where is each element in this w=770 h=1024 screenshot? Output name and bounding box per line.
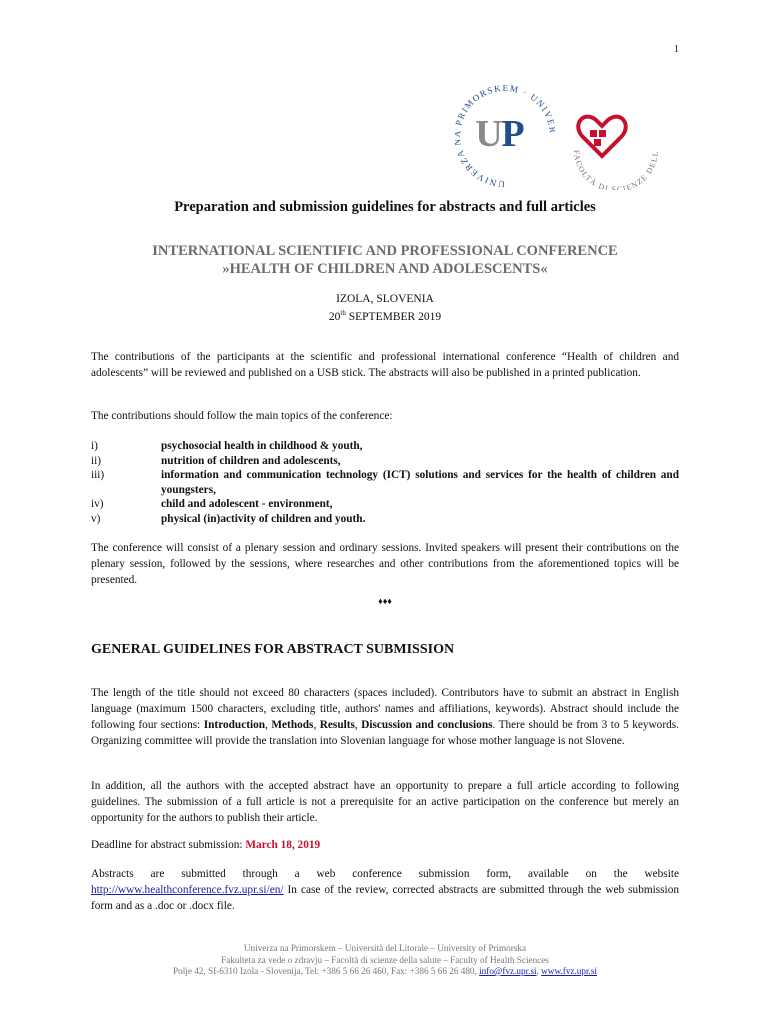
- intro-paragraph: The contributions of the participants at the scientific and professional international conference “Health of children and adolescents” will be reviewed and published on a USB stick. The abstracts will also be published in a printed publication.: [91, 351, 679, 379]
- conference-line-2: »HEALTH OF CHILDREN AND ADOLESCENTS«: [222, 261, 548, 277]
- conference-line-1: INTERNATIONAL SCIENTIFIC AND PROFESSIONAL CONFERENCE: [152, 243, 618, 259]
- page-number: 1: [674, 44, 679, 55]
- deadline-line: Deadline for abstract submission: March 18, 2019: [91, 839, 321, 851]
- list-item: iv) child and adolescent - environment,: [91, 498, 333, 510]
- university-logo: [455, 76, 555, 191]
- conference-title: [0, 242, 770, 278]
- deadline-date: March 18, 2019: [245, 839, 321, 851]
- abstract-rules-paragraph: The length of the title should not exceed 80 characters (spaces included). Contributors have to submit an abstract in English language (maximum 1500 characters, excluding title, authors' names and affiliations, keywords). Abstract should include the following four sections: Introduction, Methods, Results, Discussion and conclusions. There should be from 3 to 5 keywords. Organizing committee will provide the translation into Slovenian language for whose mother language is not Slovene.: [91, 687, 679, 747]
- conference-location: IZOLA, SLOVENIA: [336, 293, 434, 305]
- list-item: v) physical (in)activity of children and youth.: [91, 512, 366, 525]
- page-footer: [0, 943, 770, 978]
- full-article-paragraph: In addition, all the authors with the accepted abstract have an opportunity to prepare a full article according to following guidelines. The submission of a full article is not a prerequisite for an active participation on the conference but merely an opportunity for the authors to publish their article.: [91, 780, 679, 824]
- up-letter-p: P: [501, 113, 525, 155]
- section-separator: ♦♦♦: [378, 596, 392, 606]
- email-link[interactable]: info@fvz.upr.si: [479, 966, 537, 976]
- website-link[interactable]: www.fvz.upr.si: [541, 966, 597, 976]
- list-item: i) psychosocial health in childhood & youth,: [91, 440, 363, 452]
- submission-paragraph: Abstracts are submitted through a web conference submission form, available on the website http://www.healthconference.fvz.upr.si/en/ In case of the review, corrected abstracts are submitted through the web submission form and as a .doc or .docx file.: [91, 868, 679, 912]
- faculty-ring-text: FACOLTÀ DI SCIENZE DELL: [571, 149, 661, 190]
- footer-line-3: Polje 42, SI-6310 Izola - Slovenija, Tel: +386 5 66 26 460, Fax: +386 5 66 26 480, info@fvz.upr.si, www.fvz.upr.si: [173, 966, 597, 976]
- topics-intro: The contributions should follow the main topics of the conference:: [91, 410, 393, 422]
- topics-list: [91, 439, 679, 526]
- up-letter-u: U: [475, 113, 503, 155]
- conference-website-link[interactable]: http://www.healthconference.fvz.upr.si/en/: [91, 884, 284, 896]
- document-title: Preparation and submission guidelines for abstracts and full articles: [174, 199, 596, 215]
- footer-line-2: Fakulteta za vede o zdravju – Facoltà di scienze della salute – Faculty of Health Sciences: [221, 954, 549, 965]
- sessions-paragraph: The conference will consist of a plenary session and ordinary sessions. Invited speakers will present their contributions on the plenary session, followed by the sessions, where researches and other contributions from the aforementioned topics will be presented.: [91, 542, 679, 586]
- conference-place-date: [0, 292, 770, 324]
- faculty-logo: [566, 80, 666, 190]
- list-item: iii) information and communication technology (ICT) solutions and services for the health of children and youngsters,: [91, 469, 679, 496]
- conference-date: 20th SEPTEMBER 2019: [328, 309, 442, 323]
- list-item: ii) nutrition of children and adolescents,: [91, 454, 341, 467]
- section-heading: GENERAL GUIDELINES FOR ABSTRACT SUBMISSION: [91, 642, 455, 657]
- footer-line-1: Univerza na Primorskem – Università del Litorale – University of Primorska: [243, 943, 527, 953]
- university-ring-text: UNIVERZA RIMORSKEM · UNIV: [455, 82, 555, 190]
